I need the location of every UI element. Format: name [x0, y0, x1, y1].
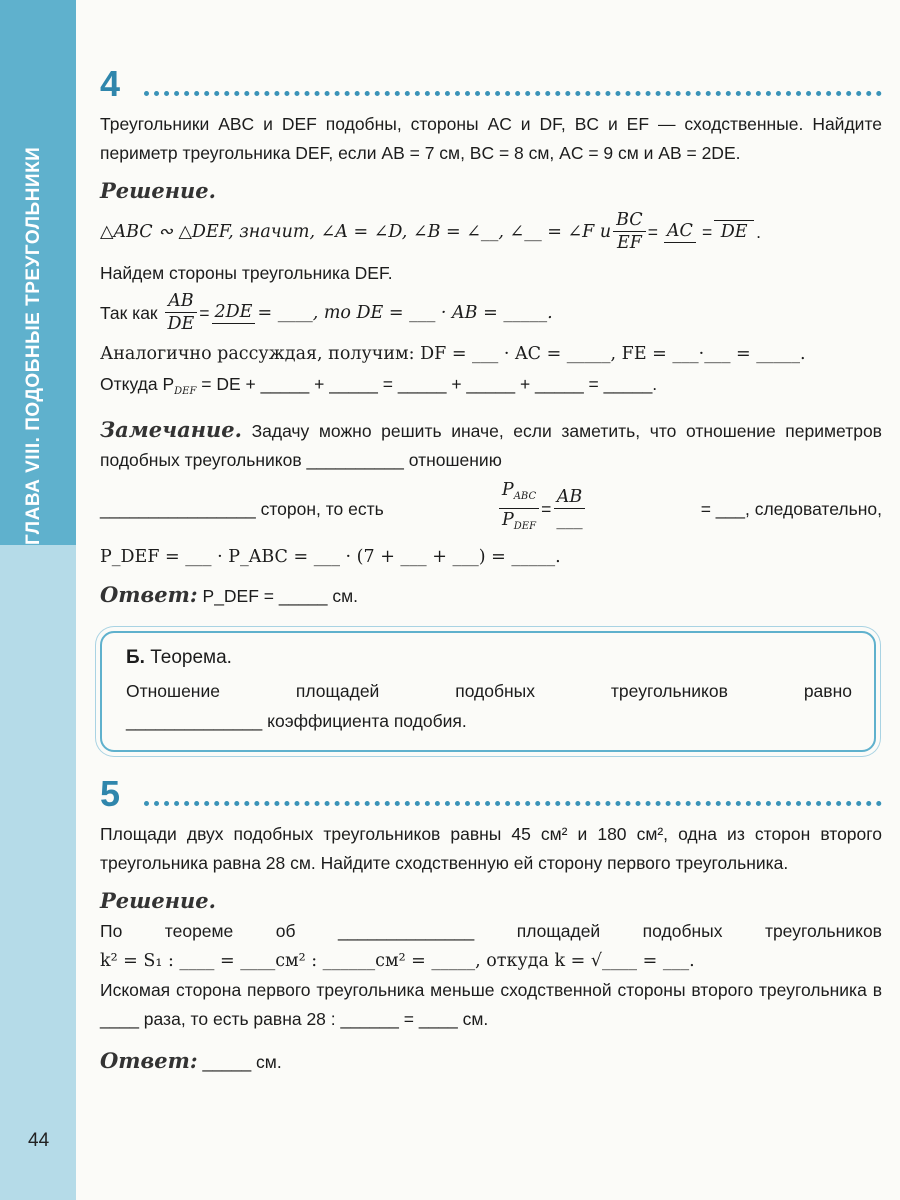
frac-den	[499, 509, 539, 538]
task-5-dots	[144, 801, 882, 806]
task-4-line-4: Аналогично рассуждая, получим: DF = ___ · AC = _____, FE = ___·___ = _____.	[100, 344, 806, 364]
word: По	[100, 921, 123, 941]
frac-num	[499, 479, 539, 509]
remark-text: Задачу можно решить иначе, если заметить, что отношение периметров подобных треугольников __________ отношению	[100, 421, 882, 470]
word: теореме	[164, 921, 234, 941]
task-4-line-2: Найдем стороны треугольника DEF.	[100, 263, 393, 283]
task-4-remark	[100, 415, 882, 475]
task-5-line-2: k² = S₁ : ____ = ____см² : ______см² = _____, откуда k = √____ = ___.	[100, 951, 695, 971]
fraction-ab-de	[164, 290, 197, 335]
line-5-prefix: Откуда P	[100, 374, 175, 394]
remark-line-2-suffix: = ___, следовательно,	[700, 498, 882, 519]
p-sub: ABC	[513, 491, 537, 502]
theorem-title	[126, 647, 852, 669]
p-symbol: P	[501, 480, 514, 500]
task-5-number: 5	[100, 773, 121, 814]
task-5-line-3: Искомая сторона первого треугольника меньше сходственной стороны второго треугольника в ____ раза, то есть равна 28 : ______ = ____ см.	[100, 980, 882, 1029]
task-5-solution-label: Решение.	[100, 888, 216, 913]
task-5-header	[100, 772, 882, 812]
theorem-line-1	[126, 677, 852, 706]
word: площадей	[516, 921, 601, 941]
task-4-solution-label: Решение.	[100, 178, 216, 203]
line-5-sub: DEF	[174, 386, 197, 397]
line-3-prefix: Так как	[100, 302, 158, 323]
line-5-suffix: = DE + _____ + _____ = _____ + _____ + _____ = _____.	[196, 374, 658, 394]
frac-num: AC	[664, 220, 696, 243]
word: треугольников	[764, 921, 882, 941]
word: Отношение	[126, 681, 220, 701]
theorem-title-text: Теорема.	[150, 647, 232, 668]
task-4-header	[100, 62, 882, 102]
word: треугольников	[610, 681, 728, 701]
fraction-de	[714, 220, 754, 243]
word: об	[275, 921, 296, 941]
word: равно	[803, 681, 852, 701]
frac-den: ___	[556, 510, 583, 530]
task-4-line-1: △ABC ∾ △DEF, значит, ∠A = ∠D, ∠B = ∠__, ∠__ = ∠F и $\frac{BC}{EF}$ = AC = DE .	[100, 210, 762, 253]
answer-text: _____ см.	[202, 1052, 282, 1072]
task-4-remark-line-3: P_DEF = ___ · P_ABC = ___ · (7 + ___ + ___) = _____.	[100, 547, 561, 567]
chapter-title: ГЛАВА VIII. ПОДОБНЫЕ ТРЕУГОЛЬНИКИ	[23, 146, 44, 545]
fraction-bc-ef	[613, 209, 646, 254]
page-content	[100, 62, 882, 1077]
frac-num: AB	[165, 290, 197, 313]
answer-text: P_DEF = _____ см.	[202, 586, 359, 606]
frac-den: EF	[616, 233, 642, 253]
sidebar	[0, 0, 76, 1200]
p-symbol: P	[501, 510, 514, 530]
word: ______________	[338, 921, 475, 941]
word: подобных	[642, 921, 723, 941]
task-4-dots	[144, 91, 882, 96]
word: подобных	[455, 681, 536, 701]
task-4-answer	[100, 580, 882, 611]
theorem-box	[100, 631, 876, 752]
task-5-line-1	[100, 917, 882, 946]
answer-label: Ответ:	[100, 582, 198, 607]
frac-num: 2DE	[212, 301, 256, 324]
word: площадей	[295, 681, 380, 701]
task-4-similarity-text: △ABC ∾ △DEF, значит, ∠A = ∠D, ∠B = ∠__, ∠__ = ∠F и	[100, 221, 612, 242]
frac-den: DE	[167, 314, 195, 334]
fraction-ab	[553, 486, 585, 531]
task-4-line-5	[100, 369, 882, 407]
frac-den: DE	[720, 222, 748, 242]
fraction-2de	[212, 301, 256, 324]
fraction-ac	[660, 220, 700, 243]
remark-label: Замечание.	[100, 417, 242, 442]
line-3-suffix: = ____, то DE = ___ · AB = _____.	[257, 302, 553, 323]
remark-line-2-prefix: ________________ сторон, то есть	[100, 498, 384, 519]
task-4-number: 4	[100, 63, 121, 104]
theorem-letter: Б.	[126, 647, 145, 668]
p-sub: DEF	[513, 521, 537, 532]
task-5-statement: Площади двух подобных треугольников равны 45 см² и 180 см², одна из сторон второго треугольника равна 28 см. Найдите сходственную ей сторону первого треугольника.	[100, 824, 882, 873]
fraction-perimeters	[499, 479, 539, 538]
frac-num: AB	[554, 486, 586, 509]
frac-num: BC	[613, 209, 646, 232]
task-4-statement: Треугольники ABC и DEF подобны, стороны AC и DF, BC и EF — сходственные. Найдите периметр треугольника DEF, если AB = 7 см, BC = 8 см, AC = 9 см и AB = 2DE.	[100, 114, 882, 163]
theorem-line-2: ______________ коэффициента подобия.	[126, 711, 467, 731]
page-number: 44	[28, 1130, 50, 1151]
task-5-answer	[100, 1046, 882, 1077]
answer-label: Ответ:	[100, 1048, 198, 1073]
task-4-line-3: Так как $\frac{AB}{DE}$ = 2DE = ____, то DE = ___ · AB = _____.	[100, 291, 553, 334]
task-4-remark-line-2: ________________ сторон, то есть $\frac{P_{ABC}}{P_{DEF}}$ = $\frac{AB}{\_\_\_}$ = ___, следовательно,	[100, 479, 882, 538]
